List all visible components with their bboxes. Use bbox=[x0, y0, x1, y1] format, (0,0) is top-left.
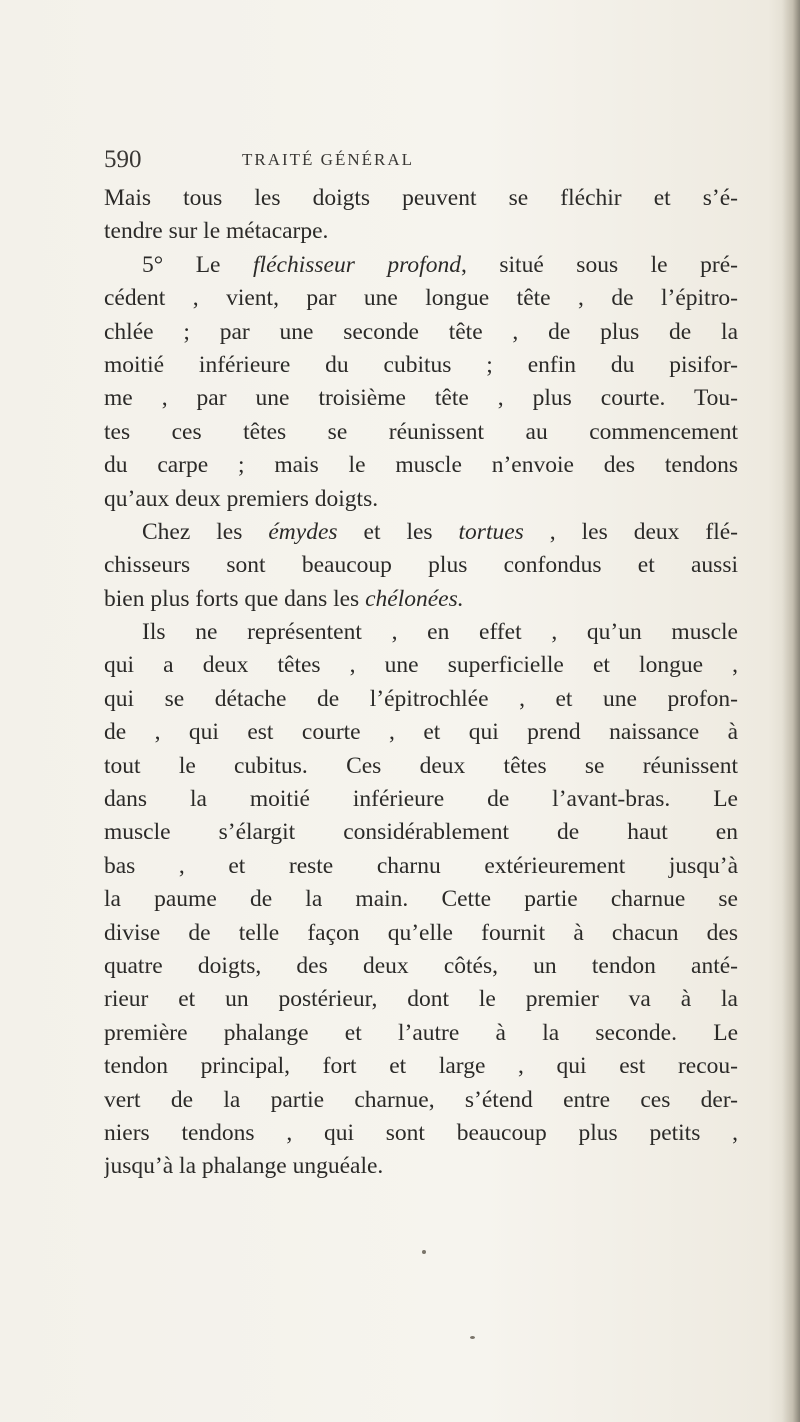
text-line bbox=[104, 282, 738, 315]
text-run: qu’aux deux premiers doigts. bbox=[104, 485, 379, 512]
text-run: quatre doigts, des deux côtés, un tendon anté- bbox=[104, 952, 738, 979]
text-run: niers tendons , qui sont beaucoup plus petits , bbox=[104, 1119, 738, 1146]
text-line bbox=[104, 1084, 738, 1117]
italic-term: émydes bbox=[268, 518, 338, 545]
text-run: jusqu’à la phalange unguéale. bbox=[104, 1153, 384, 1180]
text-run: , situé sous le pré- bbox=[460, 251, 738, 278]
text-line bbox=[104, 1050, 738, 1083]
text-run: tendre sur le métacarpe. bbox=[104, 218, 329, 245]
text-run: divise de telle façon qu’elle fournit à chacun des bbox=[104, 919, 738, 946]
page-edge-shadow bbox=[782, 0, 800, 1422]
text-line bbox=[104, 449, 738, 482]
text-line bbox=[104, 1017, 738, 1050]
text-line bbox=[104, 983, 738, 1016]
text-line bbox=[104, 917, 738, 950]
text-line bbox=[104, 382, 738, 415]
text-line bbox=[104, 816, 738, 849]
text-run: chlée ; par une seconde tête , de plus de la bbox=[104, 318, 738, 345]
text-line bbox=[104, 549, 738, 582]
page-number: 590 bbox=[104, 146, 142, 173]
text-run: dans la moitié inférieure de l’avant-bras. Le bbox=[104, 786, 738, 813]
text-run: , les deux flé- bbox=[523, 518, 738, 545]
ink-speck bbox=[422, 1250, 426, 1254]
text-line bbox=[104, 215, 738, 248]
text-line bbox=[104, 583, 738, 616]
text-run: du carpe ; mais le muscle n’envoie des tendons bbox=[104, 452, 738, 479]
text-run: qui a deux têtes , une superficielle et longue , bbox=[104, 652, 738, 679]
italic-term: tortues bbox=[458, 518, 524, 545]
text-line bbox=[104, 750, 738, 783]
text-line bbox=[104, 182, 738, 215]
text-run: de , qui est courte , et qui prend naissance à bbox=[104, 719, 738, 746]
text-run: cédent , vient, par une longue tête , de l’épitro- bbox=[104, 285, 738, 312]
text-line bbox=[104, 850, 738, 883]
text-line bbox=[104, 349, 738, 382]
text-run: me , par une troisième tête , plus courte. Tou- bbox=[104, 385, 738, 412]
text-run: tes ces têtes se réunissent au commencement bbox=[104, 418, 738, 445]
ink-speck bbox=[470, 1336, 475, 1339]
text-line bbox=[104, 316, 738, 349]
text-run: première phalange et l’autre à la seconde. Le bbox=[104, 1019, 738, 1046]
text-line bbox=[104, 516, 738, 549]
text-line bbox=[104, 416, 738, 449]
text-run: tout le cubitus. Ces deux têtes se réunissent bbox=[104, 752, 738, 779]
text-line bbox=[104, 950, 738, 983]
text-run: qui se détache de l’épitrochlée , et une profon- bbox=[104, 685, 738, 712]
text-run: 5° Le bbox=[142, 251, 254, 278]
page-header bbox=[104, 146, 704, 176]
text-line bbox=[104, 883, 738, 916]
text-run: vert de la partie charnue, s’étend entre ces der- bbox=[104, 1086, 738, 1113]
text-run: bien plus forts que dans les bbox=[104, 585, 366, 612]
running-title: TRAITÉ GÉNÉRAL bbox=[242, 150, 415, 169]
italic-term: fléchisseur profond bbox=[253, 251, 461, 278]
text-run: Ils ne représentent , en effet , qu’un muscle bbox=[142, 619, 738, 646]
text-line bbox=[104, 249, 738, 282]
text-line bbox=[104, 783, 738, 816]
text-line bbox=[104, 483, 738, 516]
text-run: Chez les bbox=[142, 518, 269, 545]
body-text bbox=[104, 182, 738, 1184]
text-run: chisseurs sont beaucoup plus confondus et aussi bbox=[104, 552, 738, 579]
italic-term: chélonées. bbox=[365, 585, 464, 612]
text-line bbox=[104, 1117, 738, 1150]
text-run: et les bbox=[337, 518, 459, 545]
text-run: tendon principal, fort et large , qui est recou- bbox=[104, 1053, 738, 1080]
text-run: la paume de la main. Cette partie charnue se bbox=[104, 886, 738, 913]
text-run: moitié inférieure du cubitus ; enfin du pisifor- bbox=[104, 351, 738, 378]
text-line bbox=[104, 616, 738, 649]
text-run: rieur et un postérieur, dont le premier va à la bbox=[104, 986, 738, 1013]
text-line bbox=[104, 1150, 738, 1183]
text-run: bas , et reste charnu extérieurement jusqu’à bbox=[104, 852, 738, 879]
text-line bbox=[104, 649, 738, 682]
text-run: muscle s’élargit considérablement de haut en bbox=[104, 819, 738, 846]
text-line bbox=[104, 683, 738, 716]
text-run: Mais tous les doigts peuvent se fléchir et s’é- bbox=[104, 185, 738, 211]
text-line bbox=[104, 716, 738, 749]
